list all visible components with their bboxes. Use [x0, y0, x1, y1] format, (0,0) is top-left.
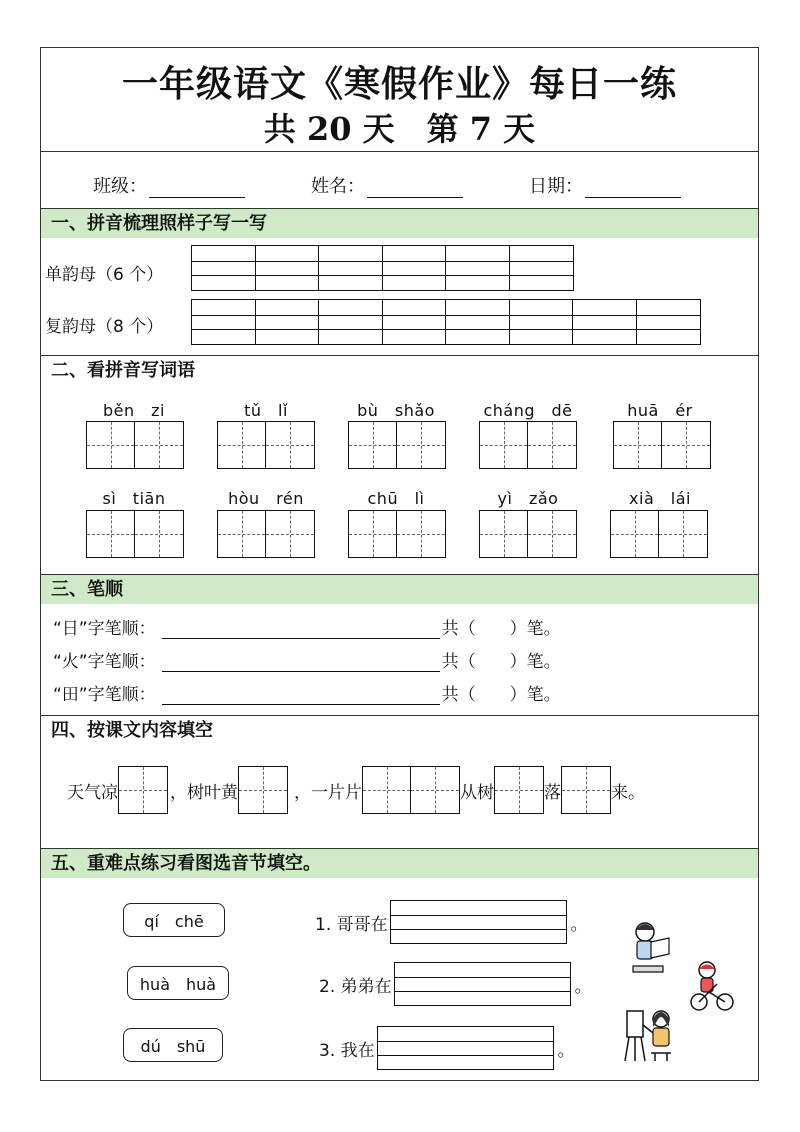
worksheet [40, 47, 759, 1081]
section3-heading: 三、笔顺 [41, 574, 758, 604]
writing-grid[interactable] [86, 421, 184, 469]
fill-in-sentence: 天气凉 ，树叶黄 ，一片片 从树 落 来。 [67, 766, 645, 814]
class-field[interactable]: 班级： [93, 172, 245, 198]
class-blank[interactable] [149, 178, 245, 198]
writing-grid[interactable] [86, 510, 184, 558]
section4-heading: 四、按课文内容填空 [41, 715, 758, 745]
syllable-option[interactable]: qí chē [123, 903, 225, 937]
answer-box[interactable] [394, 962, 571, 1006]
writing-grid[interactable] [494, 766, 544, 814]
girl-painting-icon [621, 1003, 677, 1063]
answer-box[interactable] [390, 900, 567, 944]
pinyin-word: yì zǎo [497, 489, 559, 508]
stroke-blank[interactable] [162, 619, 440, 639]
page-title: 一年级语文《寒假作业》每日一练 [121, 63, 677, 105]
stroke-order-row[interactable]: “田”字笔顺： 共（ ）笔。 [53, 685, 561, 705]
header [41, 48, 758, 152]
single-vowel-label: 单韵母（6 个） [45, 265, 164, 285]
writing-grid[interactable] [561, 766, 611, 814]
name-field[interactable]: 姓名： [311, 172, 463, 198]
writing-grid[interactable] [238, 766, 288, 814]
answer-row: 1. 哥哥在 。 [315, 900, 588, 944]
pinyin-word: sì tiān [102, 489, 166, 508]
syllable-option[interactable]: dú shū [123, 1028, 223, 1062]
syllable-option[interactable]: huà huà [127, 966, 229, 1000]
pinyin-word: tǔ lǐ [244, 401, 288, 420]
pinyin-word: xià lái [629, 489, 691, 508]
answer-row: 3. 我在 。 [319, 1026, 575, 1070]
writing-grid[interactable] [613, 421, 711, 469]
boy-reading-icon [629, 918, 677, 976]
pinyin-word: huā ér [627, 401, 693, 420]
compound-vowel-label: 复韵母（8 个） [45, 317, 164, 337]
writing-grid[interactable] [479, 421, 577, 469]
pinyin-word: chū lì [367, 489, 425, 508]
writing-grid[interactable] [217, 510, 315, 558]
compound-vowel-grid[interactable] [191, 299, 701, 345]
answer-box[interactable] [377, 1026, 554, 1070]
pinyin-word: běn zi [103, 401, 165, 420]
section2-heading: 二、看拼音写词语 [41, 355, 758, 385]
page-subtitle: 共 20 天 第 7 天 [263, 110, 536, 148]
name-blank[interactable] [367, 178, 463, 198]
boy-cycling-icon [689, 960, 737, 1012]
section1-heading: 一、拼音梳理照样子写一写 [41, 208, 758, 238]
pinyin-word: bù shǎo [357, 401, 435, 420]
stroke-blank[interactable] [162, 685, 440, 705]
stroke-order-row[interactable]: “日”字笔顺： 共（ ）笔。 [53, 619, 561, 639]
student-info [41, 152, 758, 208]
writing-grid[interactable] [479, 510, 577, 558]
single-vowel-grid[interactable] [191, 245, 574, 291]
writing-grid[interactable] [217, 421, 315, 469]
pinyin-word: hòu rén [228, 489, 304, 508]
writing-grid[interactable] [348, 421, 446, 469]
writing-grid[interactable] [118, 766, 168, 814]
stroke-blank[interactable] [162, 652, 440, 672]
date-field[interactable]: 日期： [529, 172, 681, 198]
section5-heading: 五、重难点练习看图选音节填空。 [41, 848, 758, 878]
date-blank[interactable] [585, 178, 681, 198]
writing-grid[interactable] [348, 510, 446, 558]
pinyin-word: cháng dē [483, 401, 573, 420]
writing-grid[interactable] [610, 510, 708, 558]
stroke-order-row[interactable]: “火”字笔顺： 共（ ）笔。 [53, 652, 561, 672]
writing-grid[interactable] [362, 766, 460, 814]
answer-row: 2. 弟弟在 。 [319, 962, 592, 1006]
